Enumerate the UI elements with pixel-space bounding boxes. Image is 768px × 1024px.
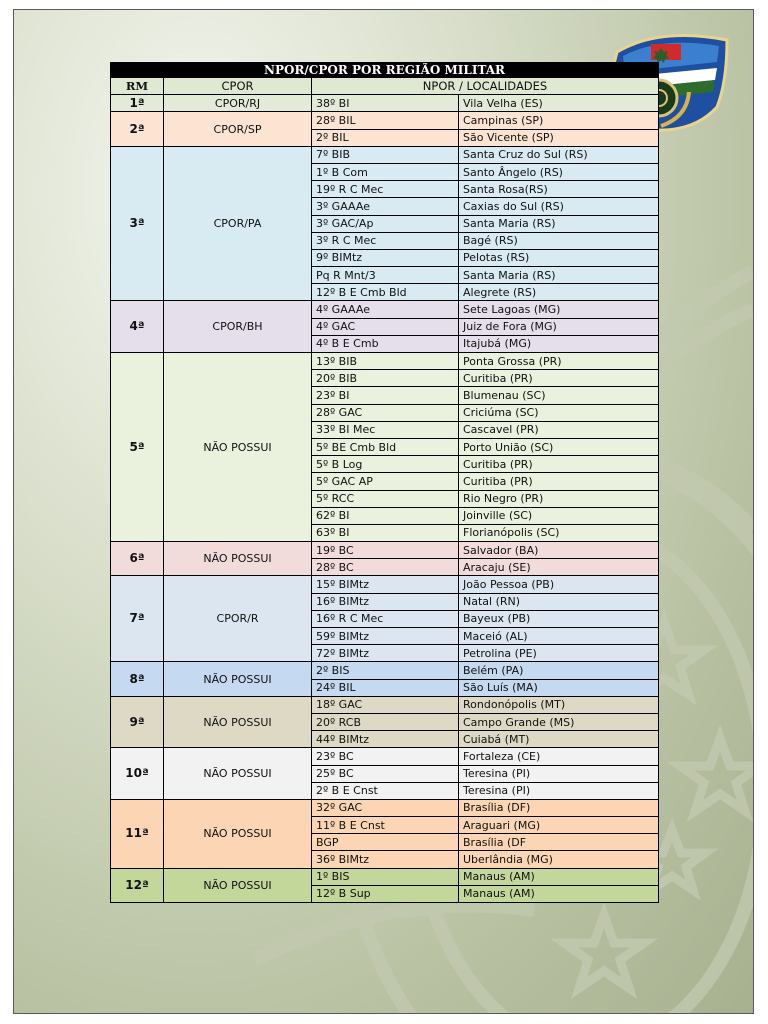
npor-unit: 3º GAC/Ap (312, 215, 459, 232)
region-cpor: NÃO POSSUI (164, 868, 312, 902)
npor-location: Santo Ângelo (RS) (459, 163, 659, 180)
npor-unit: 5º RCC (312, 490, 459, 507)
npor-unit: 1º BIS (312, 868, 459, 885)
npor-unit: 32º GAC (312, 799, 459, 816)
npor-unit: 28º GAC (312, 404, 459, 421)
table-title-row (111, 63, 659, 78)
npor-location: Cascavel (PR) (459, 421, 659, 438)
npor-unit: 4º GAAAe (312, 301, 459, 318)
npor-unit: 4º GAC (312, 318, 459, 335)
region-cpor: NÃO POSSUI (164, 353, 312, 542)
npor-unit: 20º BIB (312, 370, 459, 387)
npor-unit: 3º R C Mec (312, 232, 459, 249)
npor-location: João Pessoa (PB) (459, 576, 659, 593)
npor-location: Rio Negro (PR) (459, 490, 659, 507)
npor-location: Juiz de Fora (MG) (459, 318, 659, 335)
npor-unit: 9º BIMtz (312, 249, 459, 266)
region-number: 3ª (111, 146, 164, 301)
npor-unit: 2º BIL (312, 129, 459, 146)
npor-unit: 38º BI (312, 95, 459, 112)
npor-location: Santa Maria (RS) (459, 215, 659, 232)
table-row (111, 353, 659, 370)
npor-unit: 24º BIL (312, 679, 459, 696)
npor-unit: 12º B E Cmb Bld (312, 284, 459, 301)
region-cpor: CPOR/RJ (164, 95, 312, 112)
npor-unit: 19º R C Mec (312, 181, 459, 198)
region-number: 10ª (111, 748, 164, 800)
region-number: 5ª (111, 353, 164, 542)
npor-unit: 7º BIB (312, 146, 459, 163)
npor-location: Aracaju (SE) (459, 559, 659, 576)
npor-unit: 13º BIB (312, 353, 459, 370)
npor-unit: 3º GAAAe (312, 198, 459, 215)
region-cpor: NÃO POSSUI (164, 542, 312, 576)
npor-location: Maceió (AL) (459, 628, 659, 645)
table-row (111, 95, 659, 112)
npor-location: Curitiba (PR) (459, 473, 659, 490)
npor-unit: 2º BIS (312, 662, 459, 679)
npor-unit: 44º BIMtz (312, 731, 459, 748)
npor-unit: 23º BI (312, 387, 459, 404)
npor-unit: 62º BI (312, 507, 459, 524)
npor-unit: 5º GAC AP (312, 473, 459, 490)
npor-unit: 11º B E Cnst (312, 817, 459, 834)
table-row (111, 799, 659, 816)
npor-unit: 28º BIL (312, 112, 459, 129)
npor-unit: 4º B E Cmb (312, 335, 459, 352)
npor-location: Fortaleza (CE) (459, 748, 659, 765)
npor-location: Teresina (PI) (459, 782, 659, 799)
region-cpor: NÃO POSSUI (164, 799, 312, 868)
npor-location: Manaus (AM) (459, 868, 659, 885)
npor-unit: 63º BI (312, 524, 459, 541)
table-row (111, 542, 659, 559)
npor-location: Santa Maria (RS) (459, 267, 659, 284)
region-cpor: CPOR/SP (164, 112, 312, 146)
npor-location: Teresina (PI) (459, 765, 659, 782)
region-cpor: CPOR/PA (164, 146, 312, 301)
npor-location: Curitiba (PR) (459, 370, 659, 387)
npor-location: Natal (RN) (459, 593, 659, 610)
table-row (111, 146, 659, 163)
npor-unit: 36º BIMtz (312, 851, 459, 868)
npor-location: Alegrete (RS) (459, 284, 659, 301)
table-row (111, 696, 659, 713)
npor-unit: BGP (312, 834, 459, 851)
npor-location: Joinville (SC) (459, 507, 659, 524)
npor-location: Cuiabá (MT) (459, 731, 659, 748)
region-cpor: CPOR/R (164, 576, 312, 662)
region-number: 4ª (111, 301, 164, 353)
region-cpor: CPOR/BH (164, 301, 312, 353)
npor-unit: 19º BC (312, 542, 459, 559)
header-npor-localidades: NPOR / LOCALIDADES (312, 78, 659, 95)
region-cpor: NÃO POSSUI (164, 748, 312, 800)
npor-location: Campo Grande (MS) (459, 713, 659, 730)
npor-unit: 1º B Com (312, 163, 459, 180)
npor-location: Brasília (DF) (459, 799, 659, 816)
npor-location: Blumenau (SC) (459, 387, 659, 404)
npor-location: Rondonópolis (MT) (459, 696, 659, 713)
region-number: 7ª (111, 576, 164, 662)
npor-unit: 12º B Sup (312, 885, 459, 902)
npor-unit: 2º B E Cnst (312, 782, 459, 799)
npor-unit: 59º BIMtz (312, 628, 459, 645)
table-title: NPOR/CPOR POR REGIÃO MILITAR (111, 63, 659, 78)
region-number: 11ª (111, 799, 164, 868)
table-row (111, 868, 659, 885)
region-number: 9ª (111, 696, 164, 748)
npor-location: Itajubá (MG) (459, 335, 659, 352)
npor-location: Sete Lagoas (MG) (459, 301, 659, 318)
npor-unit: 28º BC (312, 559, 459, 576)
npor-location: Araguari (MG) (459, 817, 659, 834)
npor-unit: 16º R C Mec (312, 610, 459, 627)
npor-location: Caxias do Sul (RS) (459, 198, 659, 215)
region-cpor: NÃO POSSUI (164, 662, 312, 696)
table-row (111, 301, 659, 318)
npor-unit: 20º RCB (312, 713, 459, 730)
region-number: 8ª (111, 662, 164, 696)
npor-unit: 16º BIMtz (312, 593, 459, 610)
header-cpor: CPOR (164, 78, 312, 95)
npor-location: Brasília (DF (459, 834, 659, 851)
table-body (111, 95, 659, 903)
table-row (111, 112, 659, 129)
table-row (111, 748, 659, 765)
npor-location: Salvador (BA) (459, 542, 659, 559)
npor-location: Curitiba (PR) (459, 456, 659, 473)
npor-unit: Pq R Mnt/3 (312, 267, 459, 284)
header-rm: RM (111, 78, 164, 95)
table-row (111, 662, 659, 679)
npor-unit: 18º GAC (312, 696, 459, 713)
npor-location: Bagé (RS) (459, 232, 659, 249)
region-number: 6ª (111, 542, 164, 576)
npor-location: Ponta Grossa (PR) (459, 353, 659, 370)
region-number: 12ª (111, 868, 164, 902)
table-header-row (111, 78, 659, 95)
npor-unit: 23º BC (312, 748, 459, 765)
npor-location: Florianópolis (SC) (459, 524, 659, 541)
npor-location: Pelotas (RS) (459, 249, 659, 266)
region-cpor: NÃO POSSUI (164, 696, 312, 748)
npor-location: Vila Velha (ES) (459, 95, 659, 112)
region-number: 1ª (111, 95, 164, 112)
region-number: 2ª (111, 112, 164, 146)
npor-unit: 5º BE Cmb Bld (312, 438, 459, 455)
npor-location: São Luís (MA) (459, 679, 659, 696)
npor-unit: 33º BI Mec (312, 421, 459, 438)
npor-unit: 15º BIMtz (312, 576, 459, 593)
npor-cpor-table (110, 62, 659, 903)
table-row (111, 576, 659, 593)
npor-unit: 5º B Log (312, 456, 459, 473)
npor-location: Campinas (SP) (459, 112, 659, 129)
npor-location: Petrolina (PE) (459, 645, 659, 662)
npor-location: Belém (PA) (459, 662, 659, 679)
npor-unit: 25º BC (312, 765, 459, 782)
npor-unit: 72º BIMtz (312, 645, 459, 662)
npor-location: Manaus (AM) (459, 885, 659, 902)
page-background (13, 9, 754, 1014)
npor-location: Santa Cruz do Sul (RS) (459, 146, 659, 163)
npor-location: Bayeux (PB) (459, 610, 659, 627)
npor-location: Santa Rosa(RS) (459, 181, 659, 198)
npor-location: Porto União (SC) (459, 438, 659, 455)
npor-location: Uberlândia (MG) (459, 851, 659, 868)
npor-location: São Vicente (SP) (459, 129, 659, 146)
npor-location: Criciúma (SC) (459, 404, 659, 421)
npor-cpor-table-container (110, 62, 659, 903)
